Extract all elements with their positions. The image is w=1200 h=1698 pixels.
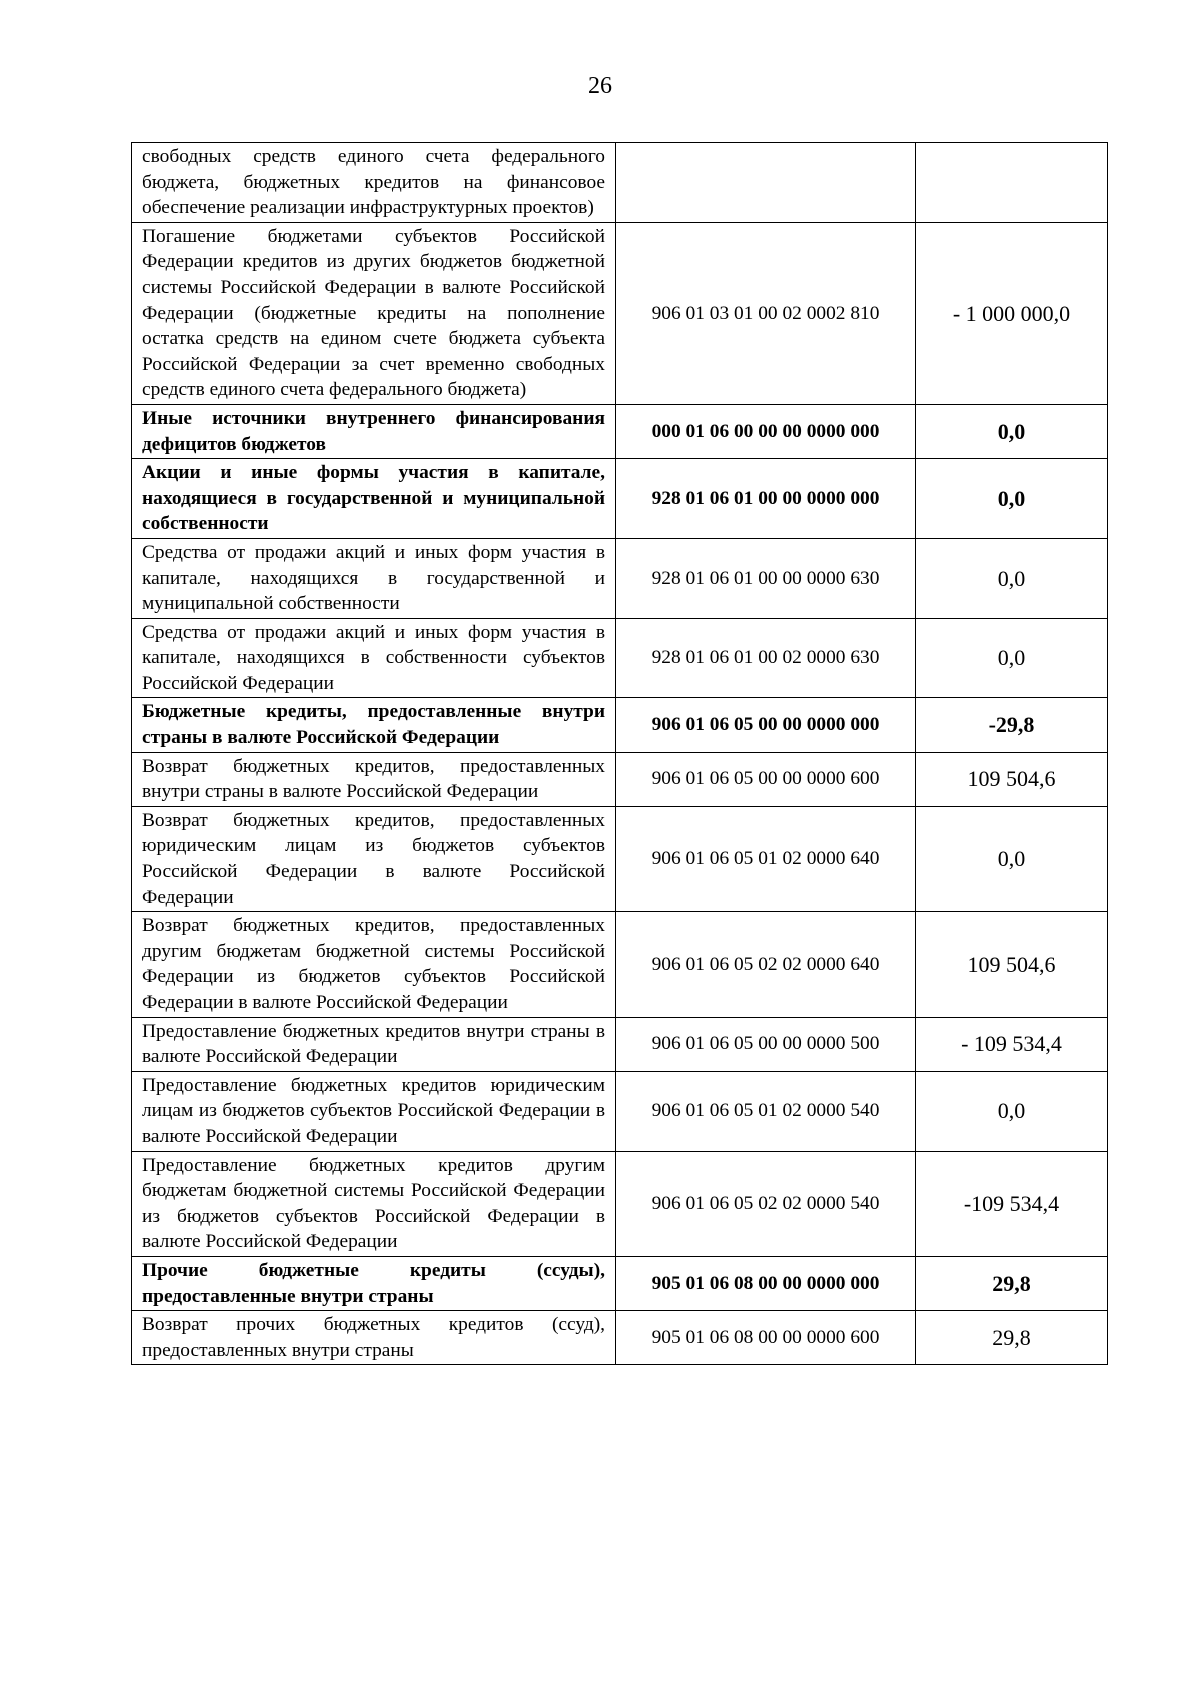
table-row	[132, 538, 1108, 618]
row-budget-code: 928 01 06 01 00 00 0000 000	[616, 459, 916, 539]
row-description: Прочие бюджетные кредиты (ссуды), предоставленные внутри страны	[132, 1256, 616, 1310]
row-budget-code: 928 01 06 01 00 02 0000 630	[616, 618, 916, 698]
row-budget-code: 906 01 06 05 00 00 0000 500	[616, 1017, 916, 1071]
row-amount: -109 534,4	[916, 1151, 1108, 1256]
row-amount: 0,0	[916, 538, 1108, 618]
row-amount: 29,8	[916, 1256, 1108, 1310]
table-row	[132, 143, 1108, 223]
row-description: Возврат бюджетных кредитов, предоставленных внутри страны в валюте Российской Федерации	[132, 752, 616, 806]
table-row	[132, 698, 1108, 752]
table-row	[132, 1311, 1108, 1365]
row-amount: - 109 534,4	[916, 1017, 1108, 1071]
budget-sources-table	[131, 142, 1108, 1365]
table-row	[132, 1017, 1108, 1071]
row-budget-code: 905 01 06 08 00 00 0000 600	[616, 1311, 916, 1365]
page-number: 26	[588, 73, 612, 99]
row-description: Предоставление бюджетных кредитов юридическим лицам из бюджетов субъектов Российской Федерации в валюте Российской Федерации	[132, 1071, 616, 1151]
table-row	[132, 459, 1108, 539]
row-description: Средства от продажи акций и иных форм участия в капитале, находящихся в государственной и муниципальной собственности	[132, 538, 616, 618]
row-description: Предоставление бюджетных кредитов другим бюджетам бюджетной системы Российской Федерации из бюджетов субъектов Российской Федерации в валюте Российской Федерации	[132, 1151, 616, 1256]
table-row	[132, 752, 1108, 806]
row-budget-code: 906 01 03 01 00 02 0002 810	[616, 222, 916, 404]
row-budget-code: 928 01 06 01 00 00 0000 630	[616, 538, 916, 618]
row-budget-code: 906 01 06 05 02 02 0000 640	[616, 912, 916, 1017]
table-body	[132, 143, 1108, 1365]
row-budget-code: 906 01 06 05 00 00 0000 000	[616, 698, 916, 752]
row-amount: -29,8	[916, 698, 1108, 752]
row-amount	[916, 143, 1108, 223]
row-description: Возврат бюджетных кредитов, предоставленных юридическим лицам из бюджетов субъектов Российской Федерации в валюте Российской Федерации	[132, 806, 616, 911]
row-amount: 109 504,6	[916, 752, 1108, 806]
row-amount: 0,0	[916, 806, 1108, 911]
row-amount: - 1 000 000,0	[916, 222, 1108, 404]
row-budget-code: 905 01 06 08 00 00 0000 000	[616, 1256, 916, 1310]
row-amount: 0,0	[916, 618, 1108, 698]
row-budget-code: 000 01 06 00 00 00 0000 000	[616, 404, 916, 458]
row-description: свободных средств единого счета федерального бюджета, бюджетных кредитов на финансовое обеспечение реализации инфраструктурных проектов)	[132, 143, 616, 223]
row-amount: 29,8	[916, 1311, 1108, 1365]
row-description: Возврат бюджетных кредитов, предоставленных другим бюджетам бюджетной системы Российской Федерации из бюджетов субъектов Российской Федерации в валюте Российской Федерации	[132, 912, 616, 1017]
table-row	[132, 404, 1108, 458]
table-row	[132, 618, 1108, 698]
row-description: Погашение бюджетами субъектов Российской Федерации кредитов из других бюджетов бюджетной системы Российской Федерации в валюте Российской Федерации (бюджетные кредиты на пополнение остатка средств на едином счете бюджета субъекта Российской Федерации за счет временно свободных средств единого счета федерального бюджета)	[132, 222, 616, 404]
row-budget-code: 906 01 06 05 00 00 0000 600	[616, 752, 916, 806]
row-budget-code: 906 01 06 05 01 02 0000 640	[616, 806, 916, 911]
table-row	[132, 806, 1108, 911]
row-description: Акции и иные формы участия в капитале, находящиеся в государственной и муниципальной собственности	[132, 459, 616, 539]
table-row	[132, 1256, 1108, 1310]
row-budget-code: 906 01 06 05 02 02 0000 540	[616, 1151, 916, 1256]
table-row	[132, 1071, 1108, 1151]
row-budget-code: 906 01 06 05 01 02 0000 540	[616, 1071, 916, 1151]
row-description: Средства от продажи акций и иных форм участия в капитале, находящихся в собственности субъектов Российской Федерации	[132, 618, 616, 698]
row-description: Иные источники внутреннего финансирования дефицитов бюджетов	[132, 404, 616, 458]
table-row	[132, 1151, 1108, 1256]
row-budget-code	[616, 143, 916, 223]
table-row	[132, 912, 1108, 1017]
row-amount: 0,0	[916, 404, 1108, 458]
row-description: Бюджетные кредиты, предоставленные внутри страны в валюте Российской Федерации	[132, 698, 616, 752]
row-amount: 109 504,6	[916, 912, 1108, 1017]
table-row	[132, 222, 1108, 404]
row-description: Предоставление бюджетных кредитов внутри страны в валюте Российской Федерации	[132, 1017, 616, 1071]
row-description: Возврат прочих бюджетных кредитов (ссуд), предоставленных внутри страны	[132, 1311, 616, 1365]
row-amount: 0,0	[916, 1071, 1108, 1151]
row-amount: 0,0	[916, 459, 1108, 539]
